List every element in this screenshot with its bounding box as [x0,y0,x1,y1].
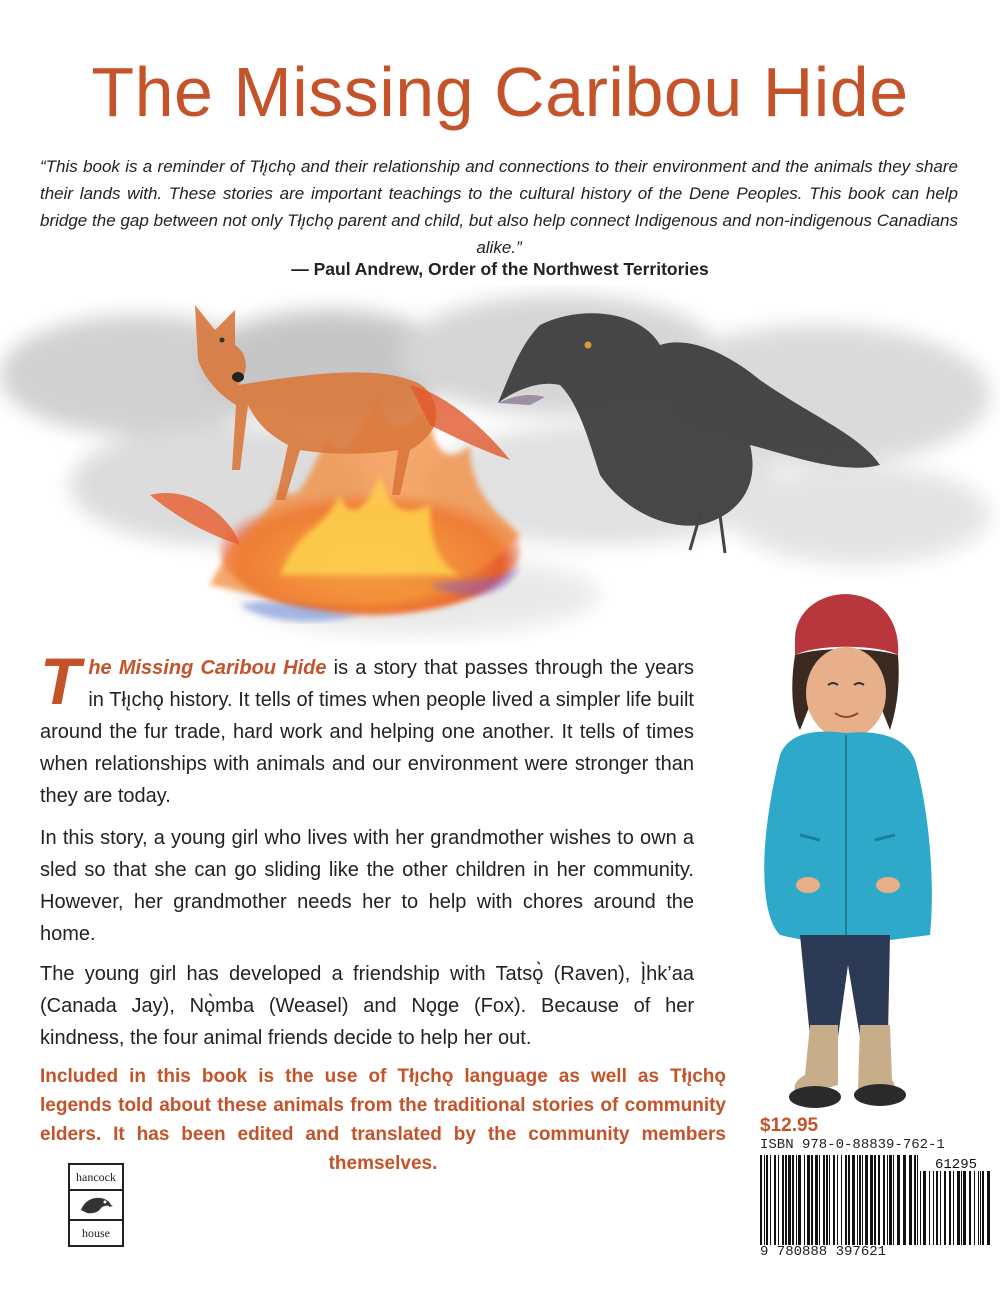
barcode-bar [897,1155,900,1245]
barcode-bar [857,1155,858,1245]
barcode-bar [807,1155,810,1245]
quote-attribution: — Paul Andrew, Order of the Northwest Territories [291,259,709,279]
barcode [760,1155,992,1245]
barcode-bar [889,1155,892,1245]
barcode-bar [819,1155,820,1245]
barcode-bar [782,1155,784,1245]
barcode-bar [778,1155,779,1245]
barcode-bar [841,1155,842,1245]
barcode-bar [909,1155,912,1245]
barcode-bar [914,1155,916,1245]
barcode-bar [887,1155,888,1245]
story-paragraph-1 [40,644,694,812]
barcode-bar [883,1155,885,1245]
barcode-number: 9 780888 397621 [760,1244,887,1260]
language-note: Included in this book is the use of Tłı̨chǫ language as well as Tłı̨chǫ legends told about these animals from the traditional stories of community elders. It has been edited and translated by the community members themselves. [40,1066,726,1174]
barcode-bar [859,1155,861,1245]
barcode-bar [903,1155,906,1245]
barcode-bar [917,1155,918,1245]
barcode-bar [815,1155,818,1245]
barcode-bar [792,1155,794,1245]
publisher-logo-top: hancock [70,1165,122,1191]
barcode-bar [833,1155,835,1245]
girl-face [806,647,886,739]
price-code: 61295 [934,1157,978,1173]
barcode-bar [845,1155,847,1245]
story-paragraph-3: The young girl has developed a friendship with Tatsǫ̀ (Raven), Į̀hk’aa (Canada Jay), Nǫ̀mba (Weasel) and Nǫge (Fox). Because of her kindness, the four animal friends decide to help her out. [40,963,694,1049]
barcode-bar [862,1155,863,1245]
isbn: ISBN 978-0-88839-762-1 [760,1137,945,1153]
story-paragraph-2: In this story, a young girl who lives with her grandmother wishes to own a sled so that she can go sliding like the other children in her community. However, her grandmother needs her to help with chores around the home. [40,827,694,945]
barcode-bar [870,1155,873,1245]
publisher-logo [68,1163,124,1247]
barcode-bar [865,1155,868,1245]
barcode-bar [874,1155,876,1245]
barcode-bar [837,1155,838,1245]
barcode-bar [811,1155,813,1245]
jeans [800,935,890,1037]
barcode-bar [796,1155,797,1245]
barcode-bar [774,1155,776,1245]
eagle-icon [70,1191,122,1221]
drop-cap: T [40,644,81,718]
red-hat-icon [795,594,898,655]
barcode-bar [798,1155,801,1245]
barcode-bar [766,1155,768,1245]
barcode-bar [804,1155,805,1245]
barcode-bar [764,1155,765,1245]
blue-coat-icon [764,732,932,944]
barcode-bar [760,1155,762,1245]
barcode-bar [848,1155,850,1245]
inline-book-title: he Missing Caribou Hide [88,657,327,679]
barcode-bar [785,1155,787,1245]
barcode-bar [826,1155,828,1245]
book-title: The Missing Caribou Hide [91,53,909,131]
publisher-logo-bottom: house [82,1226,110,1240]
barcode-bar [829,1155,830,1245]
barcode-bar [823,1155,825,1245]
endorsement-quote: “This book is a reminder of Tłı̨chǫ and their relationship and connections to their environment and the animals they share their lands with. These stories are important teachings to the cultural history of the Dene Peoples. This book can help bridge the gap between not only Tłı̨chǫ parent and child, but also help connect Indigenous and non-indigenous Canadians alike.” [40,157,958,257]
barcode-bar [852,1155,855,1245]
price: $12.95 [760,1115,819,1136]
girl-in-blue-coat-illustration [740,585,940,1125]
barcode-bar [878,1155,880,1245]
barcode-bar [893,1155,894,1245]
boots [795,1025,838,1095]
barcode-bar [788,1155,791,1245]
barcode-bar [770,1155,771,1245]
story-paragraph-1-text: is a story that passes through the years in Tłı̨chǫ history. It tells of times when people lived a simpler life built around the fur trade, hard work and helping one another. It tells of times when relationships with animals and our environment were stronger than they are today. [40,657,694,807]
